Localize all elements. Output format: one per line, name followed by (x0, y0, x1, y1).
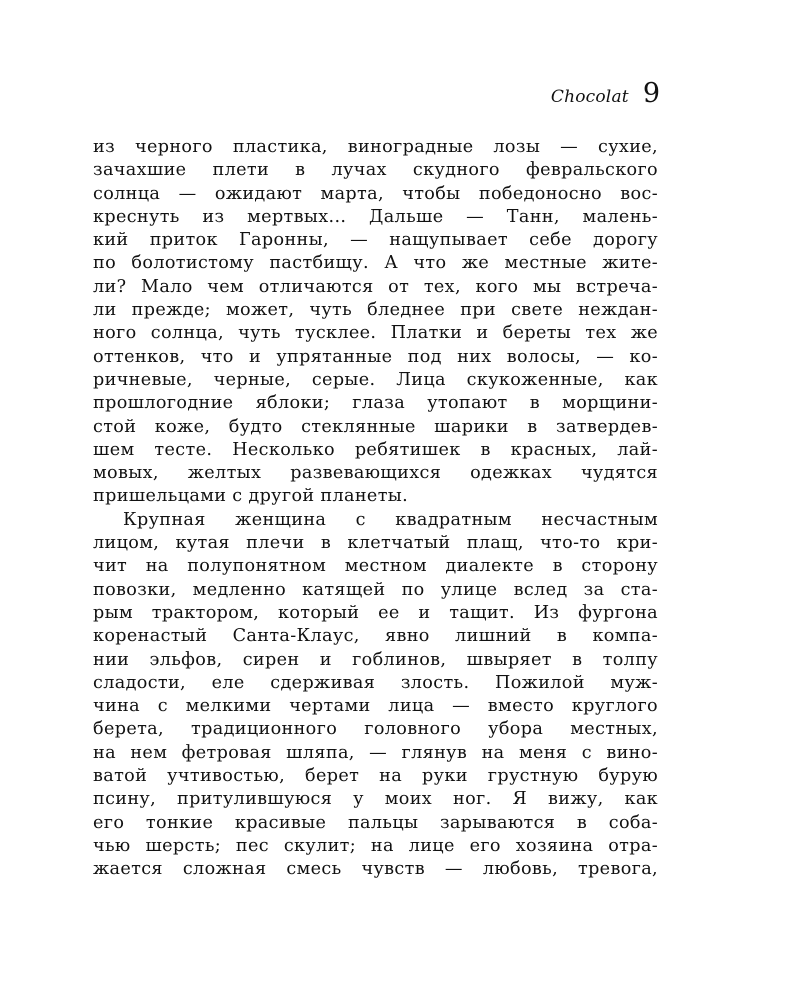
running-title: Chocolat (550, 87, 629, 107)
text-line: зачахшие плети в лучах скудного февральского (93, 160, 658, 181)
text-line: сладости, еле сдерживая злость. Пожилой муж- (93, 672, 658, 693)
text-line: берета, традиционного головного убора местных, (93, 719, 658, 740)
text-line: солнца — ожидают марта, чтобы победоносно вос- (93, 183, 658, 204)
text-line: прошлогодние яблоки; глаза утопают в морщини- (93, 393, 658, 414)
text-line: из черного пластика, виноградные лозы — сухие, (93, 137, 658, 157)
text-line: рым трактором, который ее и тащит. Из фургона (93, 602, 658, 623)
running-header (551, 78, 660, 114)
text-line: шем тесте. Несколько ребятишек в красных, лай- (93, 439, 658, 460)
text-line: кий приток Гаронны, — нащупывает себе дорогу (93, 230, 658, 251)
text-line: ричневые, черные, серые. Лица скукоженные, как (93, 369, 658, 390)
text-line: чит на полупонятном местном диалекте в сторону (93, 556, 658, 577)
text-line: коренастый Санта-Клаус, явно лишний в компа- (93, 626, 658, 647)
text-line: по болотистому пастбищу. А что же местные жите- (93, 253, 658, 274)
text-line: лицом, кутая плечи в клетчатый плащ, что-то кри- (93, 533, 658, 554)
text-line: жается сложная смесь чувств — любовь, тревога, (93, 859, 658, 880)
text-line: стой коже, будто стеклянные шарики в затвердев- (93, 416, 658, 437)
text-line: креснуть из мертвых... Дальше — Танн, малень- (93, 206, 658, 227)
paragraph-1 (93, 136, 658, 509)
text-line: ли прежде; может, чуть бледнее при свете неждан- (93, 300, 658, 321)
text-line: ного солнца, чуть тусклее. Платки и береты тех же (93, 323, 658, 344)
body-text (93, 136, 658, 882)
paragraph-2 (93, 509, 658, 882)
text-line: его тонкие красивые пальцы зарываются в соба- (93, 812, 658, 833)
text-line: ватой учтивостью, берет на руки грустную бурую (93, 766, 658, 787)
page-number: 9 (642, 78, 660, 109)
text-line: Крупная женщина с квадратным несчастным (123, 509, 658, 530)
text-line: на нем фетровая шляпа, — глянув на меня с вино- (93, 742, 658, 763)
text-line: нии эльфов, сирен и гоблинов, швыряет в толпу (93, 649, 658, 670)
text-line: чина с мелкими чертами лица — вместо круглого (93, 696, 658, 717)
text-line: ли? Мало чем отличаются от тех, кого мы встреча- (93, 276, 658, 297)
text-line: псину, притулившуюся у моих ног. Я вижу, как (93, 789, 658, 810)
text-line: оттенков, что и упрятанные под них волосы, — ко- (93, 346, 658, 367)
text-line: мовых, желтых развевающихся одежках чудятся (93, 463, 658, 484)
text-line: чью шерсть; пес скулит; на лице его хозяина отра- (93, 835, 658, 856)
text-line: повозки, медленно катящей по улице вслед за ста- (93, 579, 658, 600)
text-line: пришельцами с другой планеты. (93, 486, 409, 507)
